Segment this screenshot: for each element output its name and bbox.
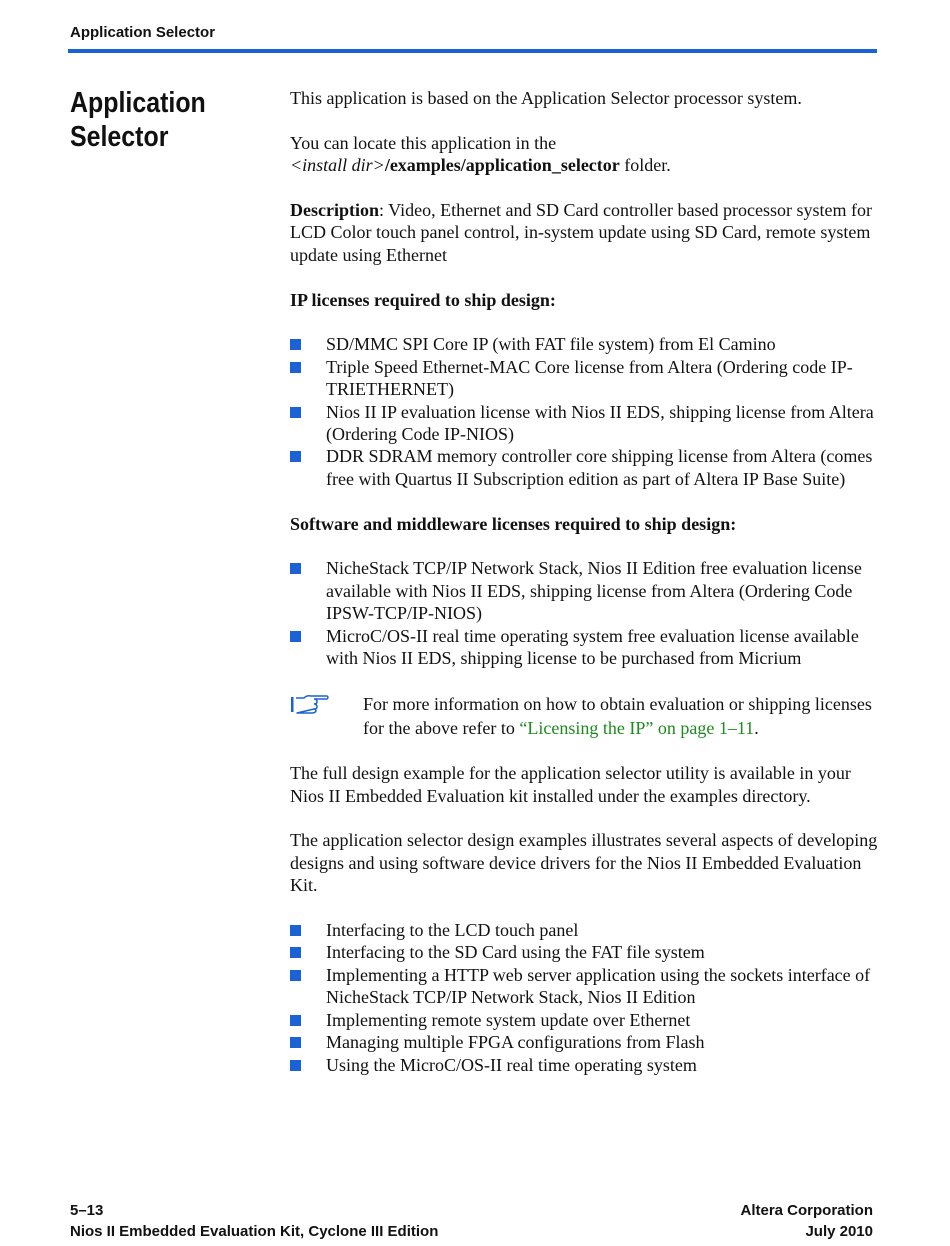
sw-heading-text: Software and middleware licenses required to ship design: (290, 513, 737, 534)
company-name: Altera Corporation (740, 1202, 873, 1219)
page-number: 5–13 (70, 1202, 104, 1219)
running-header: Application Selector (70, 24, 216, 41)
folder-path: /examples/application_selector (384, 155, 620, 176)
list-item: Triple Speed Ethernet-MAC Core license from Altera (Ordering code IP-TRIETHERNET) (290, 356, 880, 401)
list-item: Managing multiple FPGA configurations from Flash (290, 1031, 880, 1053)
list-item: DDR SDRAM memory controller core shipping license from Altera (comes free with Quartus II Subscription edition as part of Altera IP Base Suite) (290, 445, 880, 490)
aspects-list (290, 919, 880, 1076)
note-text: For more information on how to obtain evaluation or shipping licenses for the above refer to (363, 693, 872, 738)
ip-license-list (290, 333, 880, 490)
sw-heading (290, 513, 880, 535)
pointing-hand-icon (290, 694, 330, 714)
intro-paragraph: This application is based on the Application Selector processor system. (290, 88, 802, 108)
licensing-link[interactable]: “Licensing the IP” on page 1–11 (519, 717, 755, 738)
footer-left (70, 1200, 438, 1242)
list-item: Implementing a HTTP web server application using the sockets interface of NicheStack TCP/IP Network Stack, Nios II Edition (290, 964, 880, 1009)
locate-prefix: You can locate this application in the (290, 132, 557, 153)
section-title: Application Selector (70, 87, 206, 153)
list-item: Using the MicroC/OS-II real time operating system (290, 1054, 880, 1076)
list-item: NicheStack TCP/IP Network Stack, Nios II Edition free evaluation license available with Nios II EDS, shipping license from Altera (Ordering Code IPSW-TCP/IP-NIOS) (290, 557, 880, 624)
description-paragraph (290, 199, 880, 266)
note-end: . (754, 717, 759, 738)
aspects-paragraph: The application selector design examples illustrates several aspects of developing designs and using software device drivers for the Nios II Embedded Evaluation Kit. (290, 830, 878, 896)
list-item: MicroC/OS-II real time operating system free evaluation license available with Nios II EDS, shipping license to be purchased from Micrium (290, 625, 880, 670)
footer-right (740, 1200, 873, 1242)
main-content (290, 87, 880, 1098)
list-item: SD/MMC SPI Core IP (with FAT file system) from El Camino (290, 333, 880, 355)
header-rule (68, 49, 877, 53)
description-text: : Video, Ethernet and SD Card controller based processor system for LCD Color touch panel control, in-system update using SD Card, remote system update using Ethernet (290, 200, 872, 265)
list-item: Implementing remote system update over Ethernet (290, 1009, 880, 1031)
list-item: Interfacing to the LCD touch panel (290, 919, 880, 941)
locate-paragraph (290, 132, 880, 177)
description-label: Description (290, 200, 379, 220)
ip-heading-text: IP licenses required to ship design: (290, 289, 556, 310)
install-dir-text: <install dir> (290, 155, 385, 176)
note-block (290, 692, 880, 740)
list-item: Interfacing to the SD Card using the FAT file system (290, 941, 880, 963)
pub-date: July 2010 (805, 1223, 873, 1240)
doc-title: Nios II Embedded Evaluation Kit, Cyclone III Edition (70, 1223, 439, 1240)
sw-license-list (290, 557, 880, 669)
list-item: Nios II IP evaluation license with Nios II EDS, shipping license from Altera (Ordering Code IP-NIOS) (290, 401, 880, 446)
locate-suffix: folder. (619, 155, 671, 176)
ip-heading (290, 289, 880, 311)
full-design-paragraph: The full design example for the application selector utility is available in your Nios II Embedded Evaluation kit installed under the examples directory. (290, 763, 851, 806)
